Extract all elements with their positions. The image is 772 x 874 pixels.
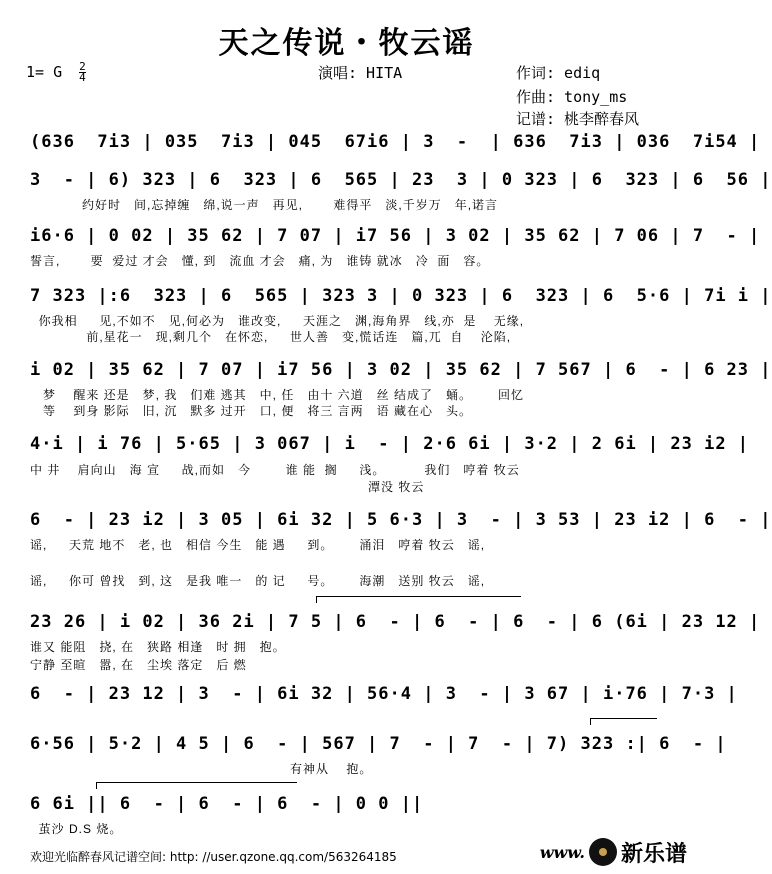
- lyric-line: 潭没 牧云: [30, 480, 425, 494]
- lyric-line: 约好时 间,忘掉缠 绵,说一声 再见, 难得平 淡,千岁万 年,诺言: [30, 198, 499, 212]
- key-text: 1= G: [26, 63, 63, 81]
- lyricist: 作词: ediq: [516, 64, 601, 82]
- time-signature-top: 2: [79, 60, 86, 73]
- notation-row: 6 - | 23 i2 | 3 05 | 6i 32 | 5 6·3 | 3 - | 3 53 | 23 i2 | 6 - |: [30, 510, 772, 530]
- site-logo: [540, 834, 687, 870]
- lyric-line: 谣, 天荒 地不 老, 也 相信 今生 能 遇 到。 涌泪 哼着 牧云 谣,: [30, 538, 486, 552]
- time-signature-bottom: 4: [79, 71, 86, 84]
- notation-row: 6·56 | 5·2 | 4 5 | 6 - | 567 | 7 - | 7 - | 7) 323 :| 6 - |: [30, 734, 727, 754]
- notation-row: 4·i | i 76 | 5·65 | 3 067 | i - | 2·6 6i | 3·2 | 2 6i | 23 i2 |: [30, 434, 750, 454]
- lyric-line: 茧沙 D.S 烧。: [30, 822, 123, 836]
- notation-row: 23 26 | i 02 | 36 2i | 7 5 | 6 - | 6 - | 6 - | 6 (6i | 23 12 |: [30, 612, 761, 632]
- singer: 演唱: HITA: [318, 64, 403, 82]
- volta-bracket: [96, 782, 297, 789]
- lyric-line: 梦 醒来 还是 梦, 我 们难 逃其 中, 任 由十 六道 丝 结成了 蛹。 回忆: [30, 388, 525, 402]
- notation-row: i6·6 | 0 02 | 35 62 | 7 07 | i7 56 | 3 02 | 35 62 | 7 06 | 7 - |: [30, 226, 761, 246]
- volta-bracket: [590, 718, 657, 725]
- key-signature: [26, 62, 86, 83]
- notation-row: 7 323 |:6 323 | 6 565 | 323 3 | 0 323 | 6 323 | 6 5·6 | 7i i |: [30, 286, 772, 306]
- notation-row: i 02 | 35 62 | 7 07 | i7 56 | 3 02 | 35 62 | 7 567 | 6 - | 6 23 |: [30, 360, 772, 380]
- record-disc-icon: [589, 838, 617, 866]
- lyric-line: 誓言, 要 爱过 才会 懂, 到 流血 才会 痛, 为 谁铸 就冰 冷 面 容。: [30, 254, 490, 268]
- volta-bracket: [316, 596, 521, 603]
- song-title: 天之传说・牧云谣: [218, 26, 475, 61]
- logo-name: 新乐谱: [620, 841, 687, 867]
- logo-www: www.: [539, 842, 585, 862]
- time-signature: [79, 62, 86, 83]
- notation-row: 6 6i || 6 - | 6 - | 6 - | 0 0 ||: [30, 794, 424, 814]
- notation-row: (636 7i3 | 035 7i3 | 045 67i6 | 3 - | 636 7i3 | 036 7i54 |: [30, 132, 761, 152]
- notation-row: 3 - | 6) 323 | 6 323 | 6 565 | 23 3 | 0 323 | 6 323 | 6 56 |: [30, 170, 772, 190]
- notation-by: 记谱: 桃李醉春风: [516, 110, 640, 128]
- lyric-line: 你我相 见,不如不 见,何必为 谁改变, 天涯之 渊,海角界 线,亦 是 无缘,: [30, 314, 525, 328]
- lyric-line: 前,星花一 现,剩几个 在怀恋, 世人善 变,慌话连 篇,兀 自 沦陷,: [30, 330, 512, 344]
- lyric-line: 谣, 你可 曾找 到, 这 是我 唯一 的 记 号。 海潮 送别 牧云 谣,: [30, 574, 486, 588]
- lyric-line: 中 井 肩向山 海 宣 战,而如 今 谁 能 搁 浅。 我们 哼着 牧云: [30, 463, 520, 477]
- composer: 作曲: tony_ms: [516, 88, 628, 106]
- lyric-line: 有神从 抱。: [30, 762, 373, 776]
- lyric-line: 等 到身 影际 旧, 沉 默多 过开 口, 便 将三 言两 语 藏在心 头。: [30, 404, 473, 418]
- notation-row: 6 - | 23 12 | 3 - | 6i 32 | 56·4 | 3 - | 3 67 | i·76 | 7·3 |: [30, 684, 738, 704]
- lyric-line: 谁又 能阻 挠, 在 狭路 相逢 时 拥 抱。: [30, 640, 286, 654]
- footer-text: 欢迎光临醉春风记谱空间: http: //user.qzone.qq.com/563264185: [30, 850, 397, 864]
- lyric-line: 宁静 至暄 嚣, 在 尘埃 落定 后 燃: [30, 658, 247, 672]
